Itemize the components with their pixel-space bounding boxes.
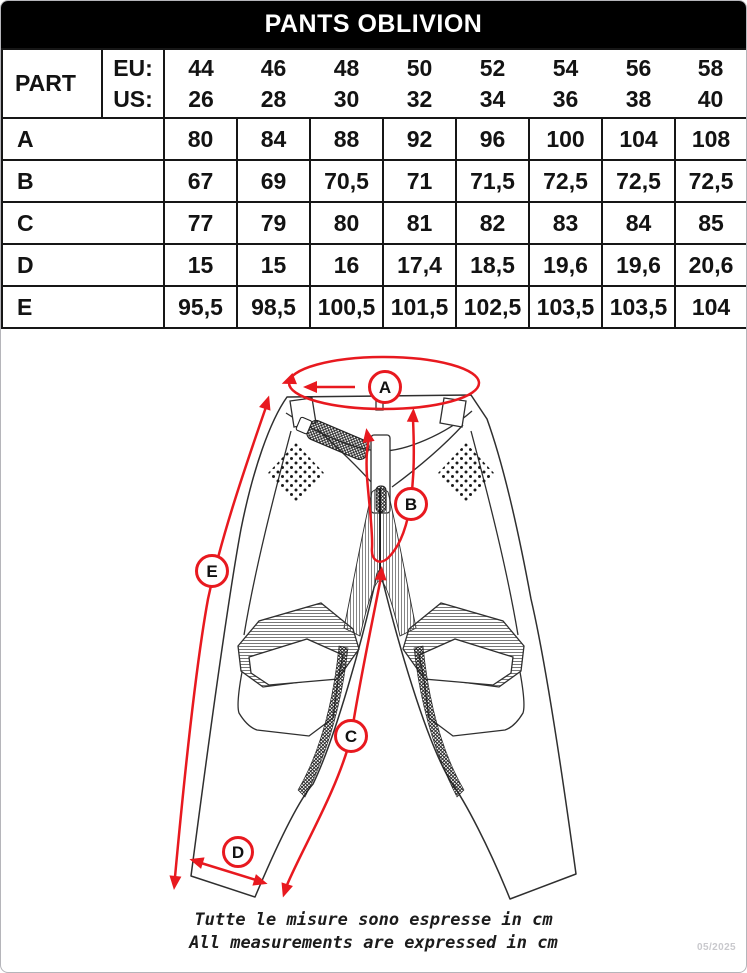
size-table <box>1 48 747 329</box>
measurement-value-cell: 15 <box>237 244 310 286</box>
measurement-value-cell: 69 <box>237 160 310 202</box>
measurement-value-cell: 96 <box>456 118 529 160</box>
size-header-cell: 52 34 <box>456 49 529 118</box>
size-table-head-row <box>2 49 747 118</box>
label-circle-b <box>396 489 427 520</box>
size-header-cell: 44 26 <box>164 49 237 118</box>
measurement-value-cell: 18,5 <box>456 244 529 286</box>
measurement-value-cell: 95,5 <box>164 286 237 328</box>
measurement-value-cell: 19,6 <box>602 244 675 286</box>
measurement-value-cell: 82 <box>456 202 529 244</box>
size-table-body <box>2 118 747 328</box>
page-title: PANTS OBLIVION <box>264 10 483 38</box>
measurement-value-cell: 100,5 <box>310 286 383 328</box>
measurement-value-cell: 103,5 <box>529 286 602 328</box>
version-label: 05/2025 <box>697 942 736 953</box>
measurement-value-cell: 80 <box>164 118 237 160</box>
size-header-cell: 54 36 <box>529 49 602 118</box>
measurement-value-cell: 17,4 <box>383 244 456 286</box>
size-header-cell: 50 32 <box>383 49 456 118</box>
region-header-cell: EU: US: <box>102 49 164 118</box>
label-circle-e <box>197 556 228 587</box>
part-label-cell: A <box>2 118 164 160</box>
measurement-value-cell: 100 <box>529 118 602 160</box>
svg-text:D: D <box>231 843 245 862</box>
measurement-row <box>2 160 747 202</box>
measurement-value-cell: 85 <box>675 202 747 244</box>
pants-diagram <box>1 339 747 911</box>
measurement-value-cell: 67 <box>164 160 237 202</box>
svg-text:B: B <box>404 495 418 514</box>
measurement-value-cell: 81 <box>383 202 456 244</box>
part-label-cell: D <box>2 244 164 286</box>
measurement-value-cell: 92 <box>383 118 456 160</box>
measurement-value-cell: 72,5 <box>602 160 675 202</box>
measurement-value-cell: 88 <box>310 118 383 160</box>
measurement-value-cell: 84 <box>237 118 310 160</box>
part-label-cell: E <box>2 286 164 328</box>
measurement-value-cell: 101,5 <box>383 286 456 328</box>
measurement-row <box>2 202 747 244</box>
svg-text:E: E <box>206 562 218 581</box>
part-header-cell: PART <box>2 49 102 118</box>
measurement-value-cell: 84 <box>602 202 675 244</box>
size-header-cell: 56 38 <box>602 49 675 118</box>
measurement-value-cell: 77 <box>164 202 237 244</box>
measurement-value-cell: 15 <box>164 244 237 286</box>
measurement-value-cell: 71 <box>383 160 456 202</box>
footer-note-en: All measurements are expressed in cm <box>189 933 558 953</box>
measurement-value-cell: 70,5 <box>310 160 383 202</box>
measurement-value-cell: 72,5 <box>675 160 747 202</box>
part-label-cell: C <box>2 202 164 244</box>
size-table-wrap <box>1 48 747 329</box>
label-circle-d <box>224 838 253 867</box>
svg-text:C: C <box>344 727 358 746</box>
measurement-row <box>2 118 747 160</box>
measurement-row <box>2 286 747 328</box>
measurement-value-cell: 71,5 <box>456 160 529 202</box>
measurement-value-cell: 80 <box>310 202 383 244</box>
part-label-cell: B <box>2 160 164 202</box>
footer-note-it: Tutte le misure sono espresse in cm <box>194 910 553 930</box>
measurement-value-cell: 98,5 <box>237 286 310 328</box>
measurement-value-cell: 103,5 <box>602 286 675 328</box>
size-header-cell: 48 30 <box>310 49 383 118</box>
measurement-value-cell: 72,5 <box>529 160 602 202</box>
measurement-row <box>2 244 747 286</box>
measurement-value-cell: 104 <box>675 286 747 328</box>
label-circle-c <box>336 721 367 752</box>
measurement-value-cell: 102,5 <box>456 286 529 328</box>
label-circle-a <box>370 372 401 403</box>
measurement-value-cell: 108 <box>675 118 747 160</box>
footer-notes <box>1 909 746 955</box>
measurement-value-cell: 16 <box>310 244 383 286</box>
measurement-value-cell: 83 <box>529 202 602 244</box>
svg-text:A: A <box>378 378 392 397</box>
measurement-value-cell: 79 <box>237 202 310 244</box>
size-header-cell: 58 40 <box>675 49 747 118</box>
measurement-value-cell: 19,6 <box>529 244 602 286</box>
measurement-value-cell: 104 <box>602 118 675 160</box>
size-header-cell: 46 28 <box>237 49 310 118</box>
title-bar <box>1 1 746 48</box>
measurement-value-cell: 20,6 <box>675 244 747 286</box>
